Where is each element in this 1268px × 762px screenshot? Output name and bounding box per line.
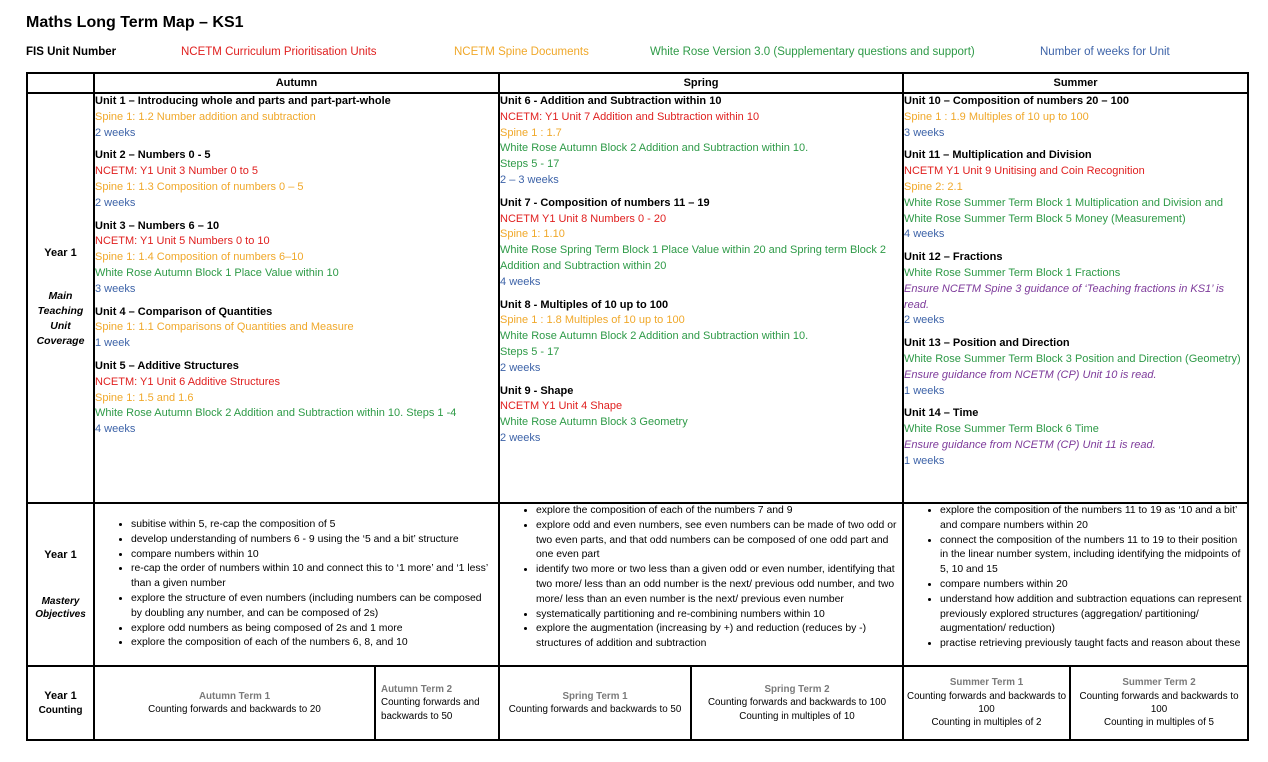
unit-line-green: Steps 5 - 17 [500, 158, 560, 171]
long-term-map-table [26, 72, 1249, 741]
mastery-objective: • identify two more or two less than a given odd or even number, identifying that two more/ less than an odd number is the next/ previous odd number, and two more/ less than an even number is the next/ previous even number [536, 563, 898, 607]
unit-line-red: NCETM: Y1 Unit 7 Addition and Subtraction within 10 [500, 110, 760, 123]
unit-block [95, 148, 498, 211]
mastery-objective: • explore the structure of even numbers (including numbers can be composed by doubling any number, and can be composed of 2s) [131, 592, 494, 622]
unit-line-green: White Rose Autumn Block 2 Addition and Subtraction within 10. [500, 142, 809, 155]
unit-title: Unit 2 – Numbers 0 - 5 [95, 149, 211, 162]
summer-mastery-list [904, 504, 1247, 652]
row-label-year: Year 1 [44, 690, 77, 702]
unit-line-blue: 3 weeks [904, 126, 945, 139]
summer-units-cell [903, 93, 1248, 503]
unit-line-blue: 2 weeks [95, 196, 136, 209]
unit-title: Unit 5 – Additive Structures [95, 359, 239, 372]
counting-row [27, 666, 1248, 740]
counting-summer-term-2 [1070, 666, 1248, 740]
row-label-mastery [27, 503, 94, 666]
mastery-objective: • understand how addition and subtraction equations can represent previously explored structures (aggregation/ partitioning/ augmentation/ reduction) [940, 593, 1243, 637]
counting-term-label: Autumn Term 1 [198, 690, 271, 702]
unit-title: Unit 3 – Numbers 6 – 10 [95, 219, 220, 232]
mastery-objective: • practise retrieving previously taught facts and reason about these [940, 637, 1243, 652]
counting-text: Counting forwards and backwards to 20 [148, 704, 321, 715]
unit-block [95, 94, 498, 141]
unit-line-blue: 2 weeks [95, 126, 136, 139]
mastery-objective: • explore the composition of the numbers 11 to 19 as ‘10 and a bit’ and compare numbers within 20 [940, 504, 1243, 534]
unit-line-red: NCETM Y1 Unit 8 Numbers 0 - 20 [500, 212, 667, 225]
counting-text: Counting in multiples of 5 [1104, 717, 1215, 729]
spring-mastery-cell [499, 503, 903, 666]
spring-units-cell [499, 93, 903, 503]
header-spring: Spring [499, 73, 903, 93]
unit-title: Unit 14 – Time [904, 407, 979, 420]
unit-line-orange: Spine 1 : 1.9 Multiples of 10 up to 100 [904, 110, 1089, 123]
unit-block [95, 219, 498, 298]
unit-block [95, 359, 498, 438]
unit-title: Unit 10 – Composition of numbers 20 – 100 [904, 95, 1129, 107]
counting-text: Counting forwards and backwards to 100 [707, 697, 887, 709]
autumn-mastery-list [95, 518, 498, 651]
summer-mastery-cell [903, 503, 1248, 666]
unit-line-green: Steps 5 - 17 [500, 345, 560, 358]
counting-spring-term-2 [691, 666, 903, 740]
autumn-units-cell [94, 93, 499, 503]
legend-ncetm-curriculum: NCETM Curriculum Prioritisation Units [181, 46, 377, 58]
counting-text: Counting in multiples of 2 [931, 717, 1042, 729]
counting-autumn-term-1 [94, 666, 375, 740]
counting-summer-term-1 [903, 666, 1070, 740]
unit-line-orange: Spine 2: 2.1 [904, 180, 963, 193]
counting-term-label: Summer Term 2 [1122, 677, 1196, 689]
unit-line-green: White Rose Autumn Block 3 Geometry [500, 416, 688, 429]
row-label-main-teaching [27, 93, 94, 503]
counting-text: Counting forwards and backwards to 100 [907, 690, 1067, 715]
unit-title: Unit 9 - Shape [500, 384, 574, 397]
unit-line-blue: 2 weeks [904, 314, 945, 327]
unit-title: Unit 7 - Composition of numbers 11 – 19 [500, 196, 710, 209]
unit-line-orange: Spine 1: 1.5 and 1.6 [95, 391, 194, 404]
unit-line-blue: 1 weeks [904, 454, 945, 467]
unit-line-orange: Spine 1: 1.10 [500, 228, 565, 241]
header-summer: Summer [903, 73, 1248, 93]
unit-block [500, 298, 902, 377]
page-title: Maths Long Term Map – KS1 [26, 14, 244, 31]
unit-line-orange: Spine 1: 1.2 Number addition and subtraction [95, 110, 316, 123]
mastery-objective: • subitise within 5, re-cap the composition of 5 [131, 518, 494, 533]
unit-title: Unit 1 – Introducing whole and parts and part-part-whole [95, 95, 391, 107]
counting-text: Counting forwards and backwards to 100 [1079, 690, 1239, 715]
unit-line-blue: 4 weeks [95, 423, 136, 436]
unit-block [904, 250, 1247, 329]
unit-line-blue: 1 week [95, 337, 130, 350]
unit-line-red: NCETM Y1 Unit 9 Unitising and Coin Recognition [904, 165, 1145, 178]
mastery-objective: • explore the composition of each of the numbers 7 and 9 [536, 504, 898, 519]
row-label-counting [27, 666, 94, 740]
unit-line-green: White Rose Autumn Block 2 Addition and Subtraction within 10. Steps 1 -4 [95, 407, 457, 420]
unit-line-red: NCETM Y1 Unit 4 Shape [500, 400, 623, 413]
header-autumn: Autumn [94, 73, 499, 93]
mastery-objective: • re-cap the order of numbers within 10 and connect this to ‘1 more’ and ‘1 less’ than a given number [131, 562, 494, 592]
mastery-objective: • explore the composition of each of the numbers 6, 8, and 10 [131, 636, 494, 651]
header-row [27, 73, 1248, 93]
unit-line-blue: 2 weeks [500, 431, 541, 444]
unit-title: Unit 8 - Multiples of 10 up to 100 [500, 298, 669, 311]
unit-line-red: NCETM: Y1 Unit 6 Additive Structures [95, 375, 281, 388]
row-label-counting-sub: Counting [38, 705, 83, 716]
counting-term-label: Spring Term 2 [764, 684, 830, 696]
row-label-main-teaching-sub: Main Teaching Unit Coverage [36, 290, 85, 347]
counting-spring-term-1 [499, 666, 691, 740]
row-label-year: Year 1 [44, 247, 77, 259]
unit-line-red: NCETM: Y1 Unit 5 Numbers 0 to 10 [95, 235, 270, 248]
unit-line-orange: Spine 1: 1.3 Composition of numbers 0 – 5 [95, 180, 304, 193]
counting-term-label: Summer Term 1 [949, 677, 1024, 689]
unit-title: Unit 6 - Addition and Subtraction within 10 [500, 95, 722, 107]
unit-block [500, 196, 902, 291]
mastery-objective: • explore odd and even numbers, see even numbers can be made of two odd or two even parts, and that odd numbers can be composed of one odd part and one even part [536, 519, 898, 563]
unit-line-blue: 3 weeks [95, 282, 136, 295]
mastery-objective: • connect the composition of the numbers 11 to 19 to their position in the linear number system, including identifying the midpoints of 5, 10 and 15 [940, 534, 1243, 578]
unit-line-orange: Spine 1 : 1.8 Multiples of 10 up to 100 [500, 314, 685, 327]
unit-block [95, 305, 498, 352]
unit-title: Unit 4 – Comparison of Quantities [95, 305, 273, 318]
spring-mastery-list [500, 504, 902, 652]
unit-line-purple: Ensure guidance from NCETM (CP) Unit 10 is read. [904, 368, 1157, 381]
counting-text: Counting forwards and backwards to 50 [508, 704, 682, 715]
autumn-mastery-cell [94, 503, 499, 666]
unit-line-purple: Ensure NCETM Spine 3 guidance of ‘Teaching fractions in KS1’ is read. [904, 282, 1225, 311]
unit-line-blue: 4 weeks [904, 228, 945, 241]
unit-line-green: White Rose Autumn Block 1 Place Value within 10 [95, 266, 339, 279]
unit-line-orange: Spine 1 : 1.7 [500, 126, 562, 139]
header-corner [27, 73, 94, 93]
legend-number-of-weeks: Number of weeks for Unit [1040, 46, 1170, 58]
unit-line-green: White Rose Summer Term Block 1 Multiplication and Division and White Rose Summer Term Block 5 Money (Measurement) [904, 196, 1223, 225]
legend-fis-unit-number: FIS Unit Number [26, 46, 117, 58]
unit-line-blue: 2 – 3 weeks [500, 173, 559, 186]
unit-line-green: White Rose Spring Term Block 1 Place Value within 20 and Spring term Block 2 Addition and Subtraction within 20 [500, 244, 887, 272]
unit-title: Unit 12 – Fractions [904, 251, 1003, 264]
unit-block [500, 94, 902, 189]
unit-line-purple: Ensure guidance from NCETM (CP) Unit 11 is read. [904, 438, 1156, 451]
counting-autumn-term-2 [375, 666, 499, 740]
unit-line-green: White Rose Autumn Block 2 Addition and Subtraction within 10. [500, 330, 809, 343]
mastery-objective: • explore the augmentation (increasing by +) and reduction (reduces by -) structures of addition and subtraction [536, 622, 898, 652]
mastery-objective: • explore odd numbers as being composed of 2s and 1 more [131, 622, 494, 637]
counting-term-label: Spring Term 1 [562, 690, 628, 702]
counting-term-label: Autumn Term 2 [381, 684, 453, 696]
unit-line-green: White Rose Summer Term Block 3 Position and Direction (Geometry) [904, 352, 1241, 365]
unit-line-orange: Spine 1: 1.4 Composition of numbers 6–10 [95, 251, 304, 264]
unit-line-blue: 2 weeks [500, 361, 541, 374]
unit-title: Unit 11 – Multiplication and Division [904, 149, 1092, 162]
row-label-mastery-sub: Mastery Objectives [35, 595, 86, 620]
main-teaching-row [27, 93, 1248, 503]
unit-line-green: White Rose Summer Term Block 6 Time [904, 423, 1099, 436]
mastery-objective: • systematically partitioning and re-combining numbers within 10 [536, 608, 898, 623]
legend-white-rose: White Rose Version 3.0 (Supplementary questions and support) [650, 46, 975, 58]
unit-line-orange: Spine 1: 1.1 Comparisons of Quantities and Measure [95, 321, 354, 334]
mastery-row [27, 503, 1248, 666]
counting-text: Counting in multiples of 10 [739, 710, 855, 722]
mastery-objective: • compare numbers within 10 [131, 548, 494, 563]
unit-block [904, 406, 1247, 469]
unit-title: Unit 13 – Position and Direction [904, 337, 1070, 350]
mastery-objective: • compare numbers within 20 [940, 578, 1243, 593]
unit-block [500, 384, 902, 447]
unit-line-blue: 4 weeks [500, 275, 541, 288]
counting-text: Counting forwards and backwards to 50 [381, 697, 480, 722]
row-label-year: Year 1 [44, 548, 77, 561]
unit-block [904, 148, 1247, 243]
mastery-objective: • develop understanding of numbers 6 - 9 using the ‘5 and a bit’ structure [131, 533, 494, 548]
unit-block [904, 94, 1247, 141]
legend-ncetm-spine: NCETM Spine Documents [454, 46, 589, 58]
unit-block [904, 336, 1247, 399]
unit-line-green: White Rose Summer Term Block 1 Fractions [904, 266, 1121, 279]
unit-line-blue: 1 weeks [904, 384, 945, 397]
unit-line-red: NCETM: Y1 Unit 3 Number 0 to 5 [95, 165, 259, 178]
